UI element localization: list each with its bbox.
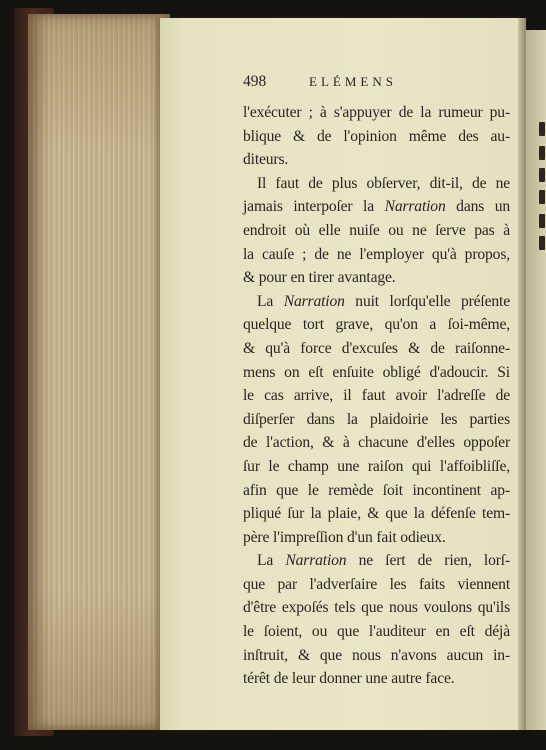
text-line: de l'action, & à chacune d'elles oppoſer <box>243 434 510 452</box>
text-line: La Narration nuit lorſqu'elle préſente <box>257 292 510 310</box>
text-line: le cas arrive, il faut avoir l'adreſſe de <box>243 387 510 405</box>
page-gutter <box>518 18 526 730</box>
paragraph <box>243 101 510 172</box>
facing-page-glyph <box>539 122 545 136</box>
page-edges <box>28 14 170 730</box>
body-text <box>243 101 510 691</box>
text-line: La Narration ne ſert de rien, lorſ- <box>257 552 510 570</box>
text-line: diſperſer dans la plaidoirie les parties <box>243 410 510 428</box>
text-line: afin que le remède ſoit incontinent ap- <box>243 481 510 499</box>
text-line: & pour en tirer avantage. <box>243 269 396 287</box>
text-line: d'être expoſés tels que nous voulons qu'ils <box>243 599 510 617</box>
paragraph <box>243 172 510 290</box>
text-line: pliqué ſur la plaie, & que la défenſe tem- <box>243 505 510 523</box>
text-line: Il faut de plus obſerver, dit-il, de ne <box>257 174 510 192</box>
text-line: mens on eſt enſuite obligé d'adoucir. Si <box>243 363 510 381</box>
text-line: ſur le champ une raiſon qui l'affoibliſſe, <box>243 457 510 475</box>
text-line: père l'impreſſion d'un fait odieux. <box>243 528 446 546</box>
page-number: 498 <box>243 73 267 90</box>
text-line: le ſoient, ou que l'auditeur en eſt déjà <box>243 623 510 641</box>
text-line: l'exécuter ; à s'appuyer de la rumeur pu- <box>243 104 510 121</box>
text-line: que par l'adverſaire les faits viennent <box>243 575 510 593</box>
facing-page-glyph <box>539 146 545 160</box>
running-head: ELÉMENS <box>309 74 397 89</box>
paragraph <box>243 549 510 691</box>
page-header <box>243 73 443 97</box>
text-line: endroit où elle nuiſe ou ne ſerve pas à <box>243 221 510 239</box>
facing-page-glyph <box>539 214 545 228</box>
text-line: diteurs. <box>243 151 289 169</box>
text-line: la cauſe ; de ne l'employer qu'à propos, <box>243 245 510 263</box>
paragraph <box>243 290 510 550</box>
facing-page-glyph <box>539 168 545 182</box>
text-line: quelque tort grave, qu'on a ſoi-même, <box>243 316 510 334</box>
facing-page-glyph <box>539 190 545 204</box>
text-line: jamais interpoſer la Narration dans un <box>243 198 511 216</box>
text-line: & qu'à force d'excuſes & de raiſonne- <box>243 339 510 357</box>
text-line: térêt de leur donner une autre face. <box>243 670 455 688</box>
text-line: inſtruit, & que nous n'avons aucun in- <box>243 646 510 664</box>
text-line: blique & de l'opinion même des au- <box>243 127 510 145</box>
facing-page-glyph <box>539 236 545 250</box>
